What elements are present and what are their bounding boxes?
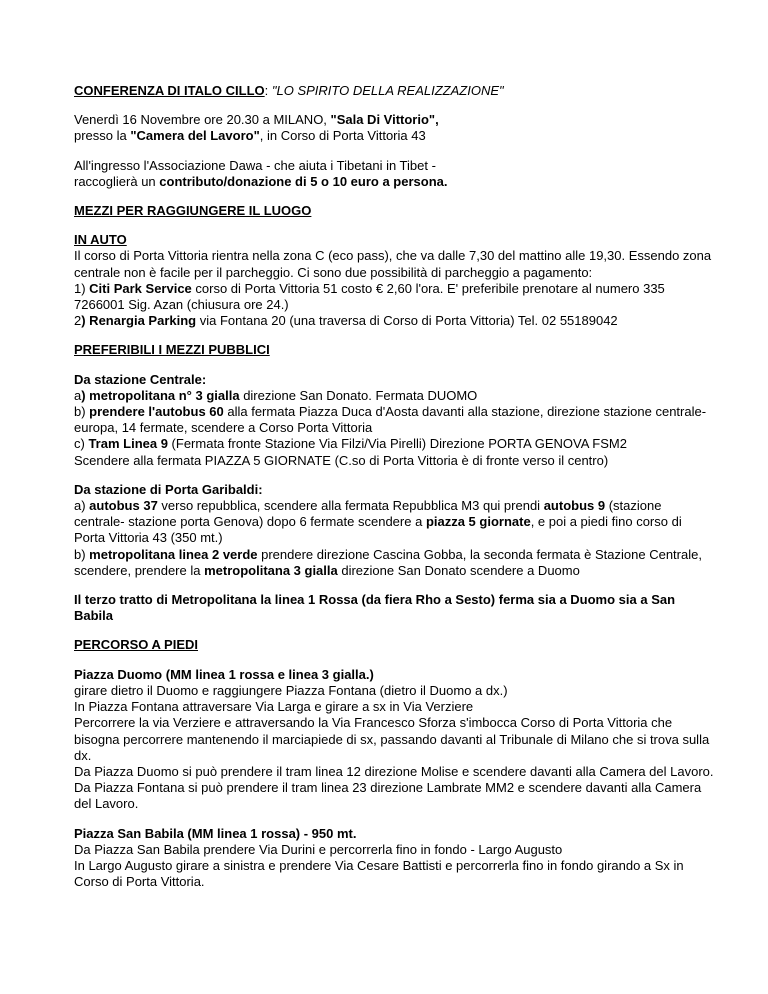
section-heading-piedi xyxy=(74,637,714,653)
linea1-note-paragraph xyxy=(74,592,714,624)
centrale-c-details-2: Scendere alla fermata PIAZZA 5 GIORNATE (C.so di Porta Vittoria è di fronte verso il centro) xyxy=(74,452,609,468)
centrale-c-details: (Fermata fronte Stazione Via Filzi/Via Pirelli) Direzione PORTA GENOVA FSM2 xyxy=(167,436,627,452)
duomo-step-1: girare dietro il Duomo e raggiungere Piazza Fontana (dietro il Duomo a dx.) xyxy=(74,682,508,698)
duomo-step-3: Percorrere la via Verziere e attraversando la Via Francesco Sforza s'imbocca Corso di Porta Vittoria che bisogna percorrere mantenendo il marciapiede di sx, passando davanti al Tribunale di Milano che si trova sulla dx. xyxy=(74,715,710,763)
centrale-b-prefix: b) xyxy=(74,404,90,420)
auto-description: Il corso di Porta Vittoria rientra nella zona C (eco pass), che va dalle 7,30 del mattino alle 19,30. Essendo zona centrale non è facile per il parcheggio. Ci sono due possibilità di parcheggio a pagamento: xyxy=(74,248,712,280)
donation-text-1: All'ingresso l'Associazione Dawa - che aiuta i Tibetani in Tibet - xyxy=(74,157,436,173)
garibaldi-b-prefix: b) xyxy=(74,546,90,562)
document-body xyxy=(74,83,714,903)
linea1-note: Il terzo tratto di Metropolitana la linea 1 Rossa (da fiera Rho a Sesto) ferma sia a Duomo sia a San Babila xyxy=(74,592,676,624)
event-room: "Sala Di Vittorio", xyxy=(330,112,439,128)
babila-step-1: Da Piazza San Babila prendere Via Durini e percorrerla fino in fondo - Largo Augusto xyxy=(74,841,563,857)
parking-option-2-details: via Fontana 20 (una traversa di Corso di Porta Vittoria) Tel. 02 55189042 xyxy=(196,313,618,329)
donation-amount: contributo/donazione di 5 o 10 euro a persona. xyxy=(159,173,448,189)
donation-text-2: raccoglierà un xyxy=(74,173,160,189)
garibaldi-a-prefix: a) xyxy=(74,498,90,514)
garibaldi-b-metro-3: metropolitana 3 gialla xyxy=(204,562,338,578)
donation-paragraph xyxy=(74,158,714,190)
babila-heading: Piazza San Babila (MM linea 1 rossa) - 950 mt. xyxy=(74,825,357,841)
conference-title-paragraph xyxy=(74,83,714,99)
centrale-heading: Da stazione Centrale: xyxy=(74,371,207,387)
duomo-tram-23: Da Piazza Fontana si può prendere il tram linea 23 direzione Lambrate MM2 e scendere davanti alla Camera del Lavoro. xyxy=(74,780,702,812)
parking-option-1-name: Citi Park Service xyxy=(89,280,192,296)
garibaldi-a-bus-37: autobus 37 xyxy=(89,498,158,514)
section-heading-mezzi xyxy=(74,203,714,219)
centrale-section xyxy=(74,372,714,469)
conference-title: CONFERENZA DI ITALO CILLO xyxy=(74,83,265,98)
centrale-a-details: direzione San Donato. Fermata DUOMO xyxy=(239,387,478,403)
auto-heading: IN AUTO xyxy=(74,232,127,248)
duomo-heading: Piazza Duomo (MM linea 1 rossa e linea 3 gialla.) xyxy=(74,666,374,682)
garibaldi-a-bus-9: autobus 9 xyxy=(543,498,606,514)
garibaldi-a-details-3: , e poi a piedi fino corso di Porta Vittoria 43 (350 mt.) xyxy=(74,514,682,546)
duomo-tram-12: Da Piazza Duomo si può prendere il tram linea 12 direzione Molise e scendere davanti alla Camera del Lavoro. xyxy=(74,763,714,779)
garibaldi-section xyxy=(74,482,714,579)
mezzi-heading: MEZZI PER RAGGIUNGERE IL LUOGO xyxy=(74,203,312,219)
event-details-paragraph xyxy=(74,112,714,144)
parking-option-2-number: 2 xyxy=(74,313,82,329)
centrale-a-prefix: a xyxy=(74,387,82,403)
section-heading-pubblici xyxy=(74,342,714,358)
centrale-a-transport: ) metropolitana n° 3 gialla xyxy=(81,387,240,403)
centrale-b-transport: prendere l'autobus 60 xyxy=(89,404,224,420)
centrale-c-prefix: c) xyxy=(74,436,89,452)
duomo-section xyxy=(74,667,714,813)
title-separator: : xyxy=(264,83,272,98)
parking-option-1-details: corso di Porta Vittoria 51 costo € 2,60 l'ora. E' preferibile prenotare al numero 335 7266001 Sig. Azan (chiusura ore 24.) xyxy=(74,280,665,313)
garibaldi-b-details-1: prendere direzione Cascina Gobba, la seconda fermata è Stazione Centrale, scendere, prendere la xyxy=(74,546,702,578)
garibaldi-heading: Da stazione di Porta Garibaldi: xyxy=(74,481,263,497)
garibaldi-b-metro-2: metropolitana linea 2 verde xyxy=(89,546,258,562)
pubblici-heading: PREFERIBILI I MEZZI PUBBLICI xyxy=(74,342,270,358)
babila-section xyxy=(74,826,714,891)
event-date-text: Venerdì 16 Novembre ore 20.30 a MILANO, xyxy=(74,112,331,128)
event-address: , in Corso di Porta Vittoria 43 xyxy=(259,128,426,144)
garibaldi-a-details-2: (stazione centrale- stazione porta Genova) dopo 6 fermate scendere a xyxy=(74,498,662,530)
babila-step-2: In Largo Augusto girare a sinistra e prendere Via Cesare Battisti e percorrerla fino in fondo girando a Sx in Corso di Porta Vittoria. xyxy=(74,857,684,890)
piedi-heading: PERCORSO A PIEDI xyxy=(74,637,199,653)
event-venue: "Camera del Lavoro" xyxy=(130,128,260,144)
conference-subtitle: "LO SPIRITO DELLA REALIZZAZIONE" xyxy=(271,83,504,98)
garibaldi-a-stop: piazza 5 giornate xyxy=(425,514,531,530)
event-location-prefix: presso la xyxy=(74,128,131,144)
auto-section xyxy=(74,232,714,329)
garibaldi-a-details-1: verso repubblica, scendere alla fermata Repubblica M3 qui prendi xyxy=(157,498,544,514)
duomo-step-2: In Piazza Fontana attraversare Via Larga e girare a sx in Via Verziere xyxy=(74,699,474,715)
centrale-c-transport: Tram Linea 9 xyxy=(88,436,168,452)
parking-option-1-number: 1) xyxy=(74,280,90,296)
parking-option-2-name: ) Renargia Parking xyxy=(81,313,197,329)
garibaldi-b-details-2: direzione San Donato scendere a Duomo xyxy=(337,562,580,578)
centrale-b-details: alla fermata Piazza Duca d'Aosta davanti alla stazione, direzione stazione centrale- europa, 14 fermate, scendere a Corso Porta Vittoria xyxy=(74,404,707,436)
